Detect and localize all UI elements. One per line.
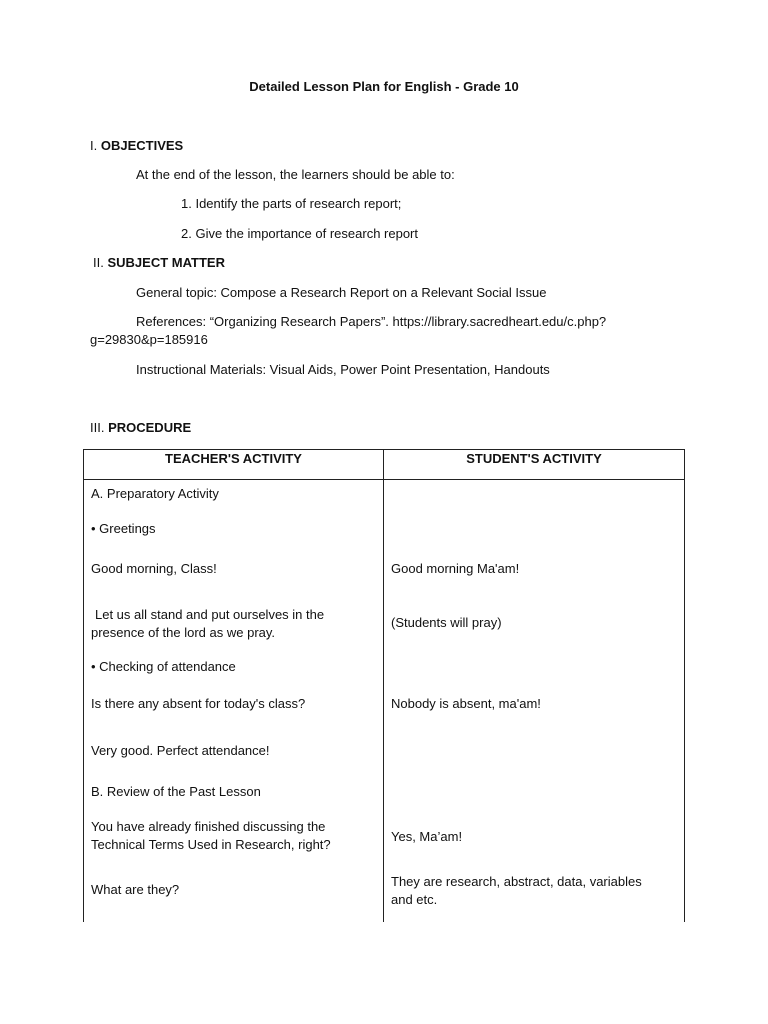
procedure-heading-text: PROCEDURE: [108, 420, 192, 435]
teacher-review-heading: B. Review of the Past Lesson: [91, 784, 261, 799]
subject-matter-heading: [93, 255, 225, 271]
document-title: Detailed Lesson Plan for English - Grade 10: [249, 79, 519, 94]
table-border-right: [684, 449, 685, 922]
procedure-heading: [90, 420, 191, 436]
teacher-prayer-line-1: Let us all stand and put ourselves in the: [95, 607, 325, 622]
table-border-left: [83, 449, 84, 922]
teacher-what-are-they: What are they?: [91, 882, 180, 897]
teacher-review-line-1: You have already finished discussing the: [91, 819, 326, 834]
references-line-2: g=29830&p=185916: [90, 332, 208, 347]
subject-matter-numeral: II.: [93, 255, 104, 270]
student-nobody-absent: Nobody is absent, ma'am!: [391, 696, 541, 711]
teacher-absent-question: Is there any absent for today's class?: [91, 696, 306, 711]
student-activity-header: STUDENT'S ACTIVITY: [466, 451, 602, 466]
objective-item-2: 2. Give the importance of research report: [181, 226, 419, 241]
student-yes-maam: Yes, Ma’am!: [391, 829, 463, 844]
table-column-divider: [383, 449, 384, 922]
procedure-numeral: III.: [90, 420, 105, 435]
teacher-review-line-2: Technical Terms Used in Research, right?: [91, 837, 331, 852]
teacher-activity-header: TEACHER'S ACTIVITY: [165, 451, 302, 466]
teacher-good-morning: Good morning, Class!: [91, 561, 217, 576]
subject-matter-heading-text: SUBJECT MATTER: [107, 255, 225, 270]
teacher-prayer-line-2: presence of the lord as we pray.: [91, 625, 276, 640]
instructional-materials: Instructional Materials: Visual Aids, Power Point Presentation, Handouts: [136, 362, 550, 377]
table-border-top: [83, 449, 685, 450]
objective-item-1: 1. Identify the parts of research report;: [181, 196, 402, 211]
student-terms-line-1: They are research, abstract, data, variables: [391, 874, 642, 889]
references-line-1: References: “Organizing Research Papers”. https://library.sacredheart.edu/c.php?: [136, 314, 607, 329]
objectives-heading-text: OBJECTIVES: [100, 138, 184, 153]
table-header-separator: [83, 479, 685, 480]
objectives-intro: At the end of the lesson, the learners should be able to:: [136, 167, 455, 182]
student-good-morning: Good morning Ma'am!: [391, 561, 520, 576]
student-terms-line-2: and etc.: [391, 892, 438, 907]
teacher-preparatory-activity: A. Preparatory Activity: [91, 486, 219, 501]
teacher-perfect-attendance: Very good. Perfect attendance!: [91, 743, 270, 758]
teacher-greetings: • Greetings: [91, 521, 156, 536]
teacher-checking-attendance: • Checking of attendance: [91, 659, 236, 674]
objectives-heading: [90, 138, 183, 154]
general-topic: General topic: Compose a Research Report on a Relevant Social Issue: [136, 285, 547, 300]
student-pray: (Students will pray): [391, 615, 502, 630]
objectives-numeral: I.: [90, 138, 98, 153]
